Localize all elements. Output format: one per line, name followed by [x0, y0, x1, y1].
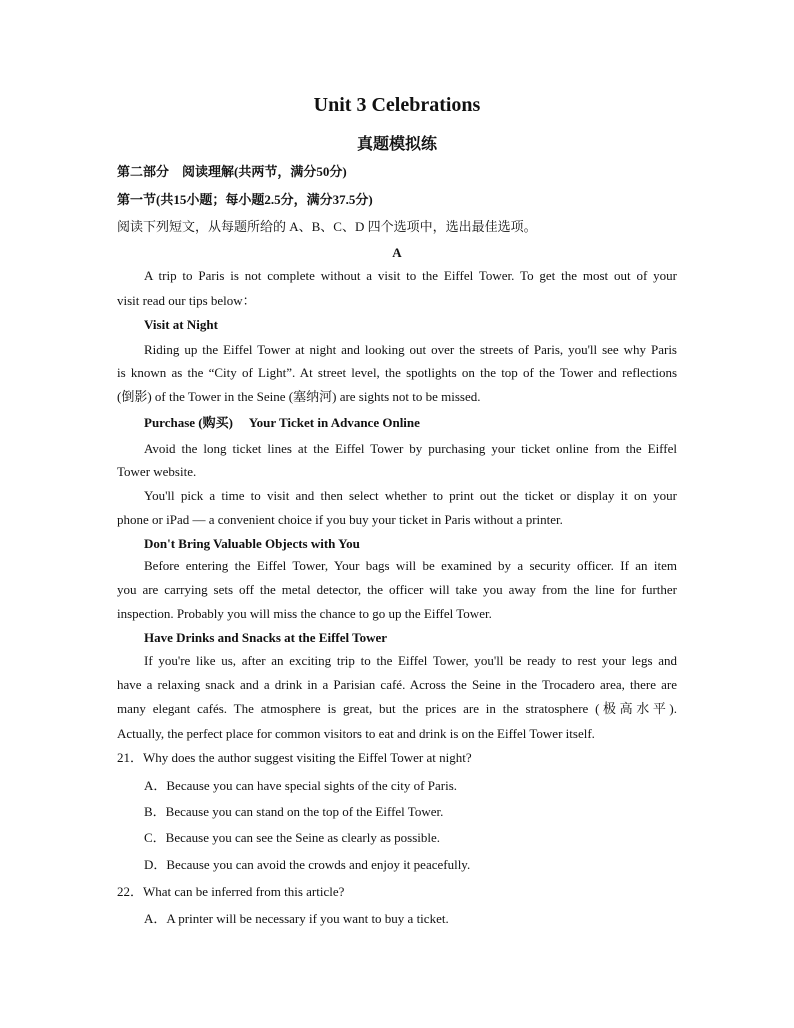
subheading-valuables: Don't Bring Valuable Objects with You: [144, 536, 360, 551]
paragraph-line: Before entering the Eiffel Tower, Your bags will be examined by a security officer. If an item: [144, 558, 677, 573]
paragraph-line: inspection. Probably you will miss the chance to go up the Eiffel Tower.: [117, 606, 492, 621]
page-subtitle: 真题模拟练: [356, 134, 437, 153]
subheading-drinks: Have Drinks and Snacks at the Eiffel Tower: [144, 630, 388, 645]
paragraph-line: If you're like us, after an exciting trip to the Eiffel Tower, you'll be ready to rest your legs and: [144, 653, 677, 668]
paragraph-line: (倒影) of the Tower in the Seine (塞纳河) are sights not to be missed.: [117, 389, 481, 404]
paragraph-line: Tower website.: [117, 464, 197, 479]
answer-option: C．Because you can see the Seine as clearly as possible.: [144, 830, 441, 845]
part-heading: 第二部分 阅读理解(共两节，满分50分): [117, 164, 347, 179]
paragraph-line: A trip to Paris is not complete without a visit to the Eiffel Tower. To get the most out of your: [144, 268, 677, 283]
paragraph-line: Avoid the long ticket lines at the Eiffel Tower by purchasing your ticket online from the Eiffel: [144, 441, 677, 456]
subheading-visit-night: Visit at Night: [144, 317, 218, 332]
paragraph-line: have a relaxing snack and a drink in a Parisian café. Across the Seine in the Trocadero area, there are: [117, 677, 677, 692]
paragraph-line: many elegant cafés. The atmosphere is great, but the prices are in the stratosphere (极高水平).: [117, 701, 677, 716]
question-stem: 22．What can be inferred from this article?: [117, 884, 345, 899]
paragraph-line: you are carrying sets off the metal detector, the officer will take you away from the line for further: [117, 582, 677, 597]
section-heading: 第一节(共15小题；每小题2.5分，满分37.5分): [117, 192, 373, 207]
paragraph-line: is known as the “City of Light”. At street level, the spotlights on the top of the Tower and reflections: [117, 365, 677, 380]
paragraph-line: visit read our tips below：: [117, 293, 256, 308]
subheading-purchase: Purchase (购买) Your Ticket in Advance Online: [144, 415, 420, 430]
answer-option: D．Because you can avoid the crowds and enjoy it peacefully.: [144, 857, 471, 872]
passage-label: A: [392, 245, 402, 260]
question-stem: 21．Why does the author suggest visiting the Eiffel Tower at night?: [117, 750, 472, 765]
unit-title: Unit 3 Celebrations: [313, 94, 481, 116]
answer-option: A．A printer will be necessary if you want to buy a ticket.: [144, 911, 449, 926]
answer-option: B．Because you can stand on the top of the Eiffel Tower.: [144, 804, 444, 819]
paragraph-line: Actually, the perfect place for common visitors to eat and drink is on the Eiffel Tower itself.: [117, 726, 595, 741]
instructions: 阅读下列短文，从每题所给的 A、B、C、D 四个选项中，选出最佳选项。: [117, 219, 537, 234]
answer-option: A．Because you can have special sights of the city of Paris.: [144, 778, 457, 793]
paragraph-line: Riding up the Eiffel Tower at night and looking out over the streets of Paris, you'll see why Paris: [144, 342, 677, 357]
paragraph-line: phone or iPad — a convenient choice if you buy your ticket in Paris without a printer.: [117, 512, 563, 527]
paragraph-line: You'll pick a time to visit and then select whether to print out the ticket or display it on your: [144, 488, 677, 503]
